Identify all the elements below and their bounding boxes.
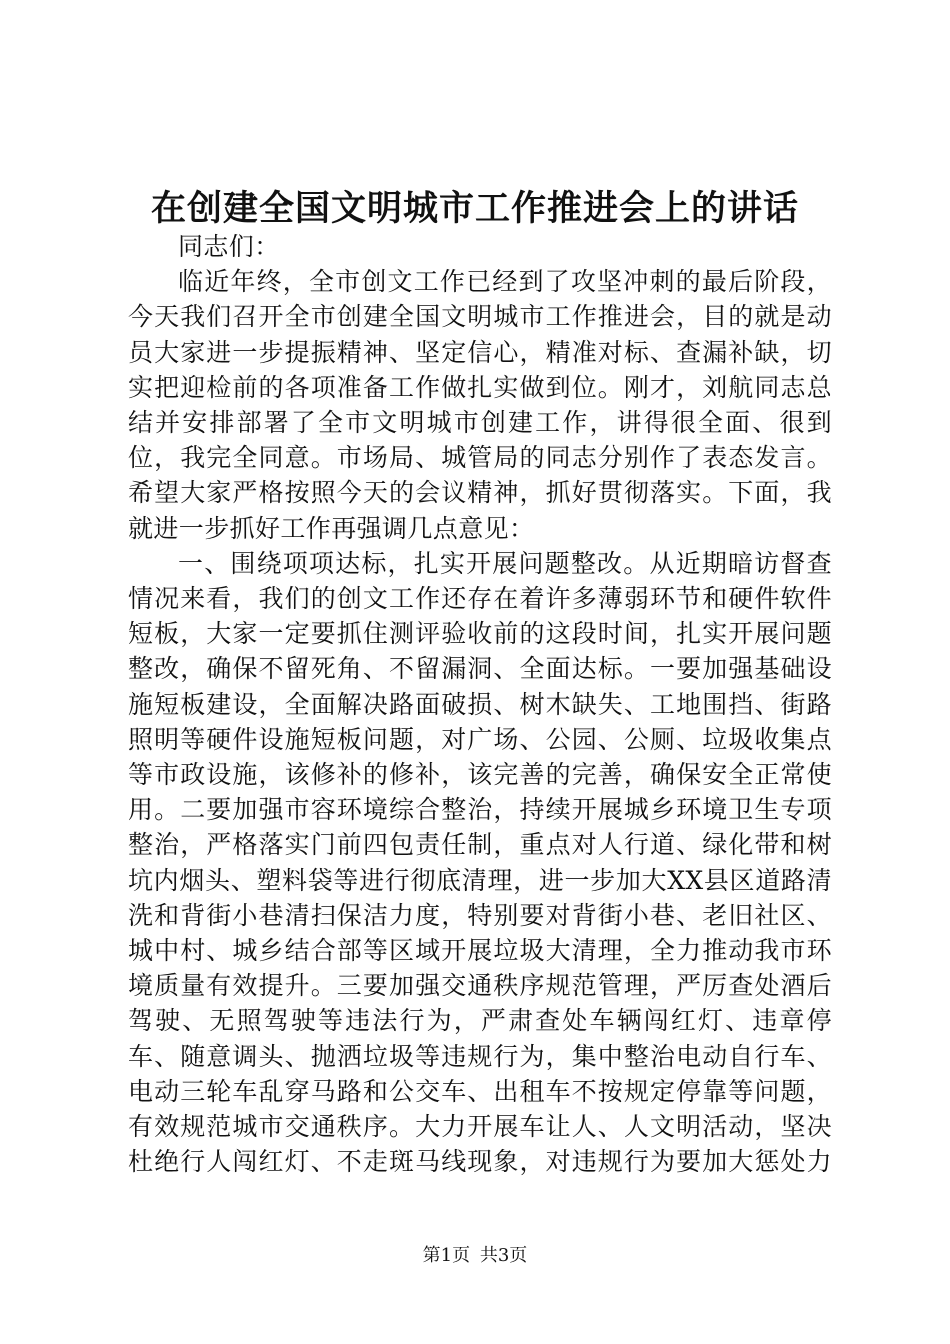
document-title: 在创建全国文明城市工作推进会上的讲话 (150, 188, 799, 229)
page-total: 共3页 (479, 1245, 528, 1266)
body-paragraph: 临近年终，全市创文工作已经到了攻坚冲刺的最后阶段，今天我们召开全市创建全国文明城市工作推进会，目的就是动员大家进一步提振精神、坚定信心，精准对标、查漏补缺，切实把迎检前的各项准备工作做扎实做到位。刚才，刘航同志总结并安排部署了全市文明城市创建工作，讲得很全面、很到位，我完全同意。市场局、城管局的同志分别作了表态发言。希望大家严格按照今天的会议精神，抓好贯彻落实。下面，我就进一步抓好工作再强调几点意见： (128, 267, 832, 543)
body-paragraph: 一、围绕项项达标，扎实开展问题整改。从近期暗访督查情况来看，我们的创文工作还存在着许多薄弱环节和硬件软件短板，大家一定要抓住测评验收前的这段时间，扎实开展问题整改，确保不留死角、不留漏洞、全面达标。一要加强基础设施短板建设，全面解决路面破损、树木缺失、工地围挡、街路照明等硬件设施短板问题，对广场、公园、公厕、垃圾收集点等市政设施，该修补的修补，该完善的完善，确保安全正常使用。二要加强市容环境综合整治，持续开展城乡环境卫生专项整治，严格落实门前四包责任制，重点对人行道、绿化带和树坑内烟头、塑料袋等进行彻底清理，进一步加大XX县区道路清洗和背街小巷清扫保洁力度，特别要对背街小巷、老旧社区、城中村、城乡结合部等区域开展垃圾大清理，全力推动我市环境质量有效提升。三要加强交通秩序规范管理，严厉查处酒后驾驶、无照驾驶等违法行为，严肃查处车辆闯红灯、违章停车、随意调头、抛洒垃圾等违规行为，集中整治电动自行车、电动三轮车乱穿马路和公交车、出租车不按规定停靠等问题，有效规范城市交通秩序。大力开展车让人、人文明活动，坚决杜绝行人闯红灯、不走斑马线现象，对违规行为要加大惩处力 (128, 548, 832, 1177)
salutation-paragraph: 同志们： (178, 232, 280, 261)
page-number: 第1页 (422, 1245, 471, 1266)
page-footer (0, 1244, 950, 1268)
document-body (128, 229, 832, 1177)
